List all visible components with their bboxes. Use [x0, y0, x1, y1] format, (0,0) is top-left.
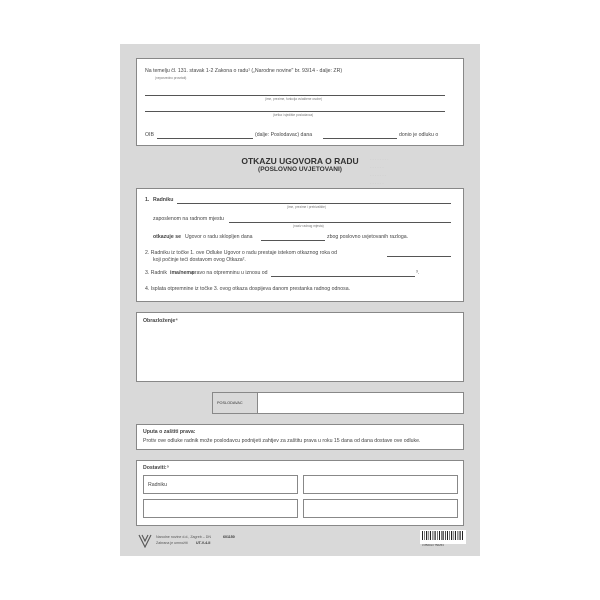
cancel-text: Ugovor o radu sklopljen dana — [185, 234, 253, 240]
caption-employer: (ime, prezime, funkcija ovlaštene osobe) — [265, 97, 323, 101]
contract-date-line[interactable] — [261, 240, 325, 241]
item3-end: ³. — [416, 270, 420, 276]
item2-text-2: koji počinje teći dostavom ovog Otkaza². — [153, 257, 246, 263]
caption-worker: (ime, prezime i prebivalište) — [287, 205, 326, 209]
recipient-field-1[interactable] — [143, 475, 298, 494]
recipient-worker: Radniku — [148, 482, 168, 488]
item2-text: 2. Radniku iz točke 1. ove Odluke Ugovor o radu prestaje istekom otkaznog roka od — [145, 250, 338, 256]
delivery-label: Dostaviti:⁵ — [143, 465, 170, 471]
employer-date-label: (dalje: Poslodavac) dana — [255, 132, 313, 138]
caption-address: (tvrtka i sjedište poslodavca) — [273, 113, 314, 117]
employed-label: zaposlenom na radnom mjestu — [153, 216, 224, 222]
ghost-text: - - - - - - — [370, 180, 384, 185]
notice-period-line[interactable] — [387, 256, 451, 257]
publisher-logo-icon — [138, 534, 152, 548]
rights-label: Uputa o zaštiti prava: — [143, 429, 196, 435]
delivery-box — [136, 460, 464, 526]
ghost-text: - - - - - - — [370, 164, 384, 169]
oib-label: OIB — [145, 132, 154, 138]
recipient-field-4[interactable] — [303, 499, 458, 518]
cancel-bold: otkazuje se — [153, 234, 181, 240]
justification-label: Obrazloženje⁴ — [143, 318, 178, 324]
employer-address-line[interactable] — [145, 111, 445, 112]
item1-number: 1. — [145, 197, 150, 203]
publisher-text: Narodne novine d.d., Zagreb – DN — [156, 535, 211, 539]
ghost-text: - - - - - - - - — [370, 156, 389, 161]
form-sheet — [120, 44, 480, 556]
reason-text: zbog poslovno uvjetovanih razloga. — [327, 234, 409, 240]
form-number: 601150 — [223, 535, 235, 539]
recipient-field-3[interactable] — [143, 499, 298, 518]
justification-box[interactable] — [136, 312, 464, 382]
severance-amount-line[interactable] — [271, 276, 415, 277]
decision-box — [136, 188, 464, 302]
decision-label: donio je odluku o — [399, 132, 439, 138]
position-line[interactable] — [229, 222, 451, 223]
item3-prefix: 3. Radnik — [145, 270, 167, 276]
reprint-note: Zabrana je umnožiti — [156, 541, 188, 545]
form-title: OTKAZU UGOVORA O RADU — [241, 156, 359, 166]
ghost-text: - - - - - - - — [370, 172, 386, 177]
item4-text: 4. Isplata otpremnine iz točke 3. ovog otkaza dospijeva danom prestanka radnog odnosa. — [145, 286, 351, 292]
item3-text: pravo na otpremninu u iznosu od — [192, 270, 268, 276]
form-code: UT-V-4-II — [196, 541, 211, 545]
caption-position: (naziv radnog mjesta) — [293, 224, 324, 228]
recipient-field-2[interactable] — [303, 475, 458, 494]
rights-text: Protiv ove odluke radnik može poslodavcu podnijeti zahtjev za zaštitu prava u roku 15 dana od dana dostave ove odluke. — [143, 438, 421, 444]
legal-basis-text: Na temelju čl. 131. stavak 1-2 Zakona o radu¹ („Narodne novine" br. 93/14 - dalje: ZR) — [145, 68, 343, 74]
form-subtitle: (POSLOVNO UVJETOVANI) — [258, 166, 342, 173]
item3-bold: ima/nema — [170, 270, 194, 276]
worker-label: Radniku — [153, 197, 174, 203]
employer-label: POSLODAVAC — [217, 401, 243, 405]
optional-note: (neposredno prosrtati) — [155, 76, 187, 80]
employer-sign-box[interactable] — [212, 392, 464, 414]
decision-date-line[interactable] — [323, 138, 397, 139]
barcode-digits: 3 856013 756253 — [422, 543, 444, 547]
oib-line[interactable] — [157, 138, 253, 139]
employer-name-line[interactable] — [145, 95, 445, 96]
barcode-icon — [420, 530, 466, 544]
employer-sign-label-cell — [213, 393, 258, 413]
worker-name-line[interactable] — [177, 203, 451, 204]
header-box — [136, 58, 464, 146]
rights-box — [136, 424, 464, 450]
